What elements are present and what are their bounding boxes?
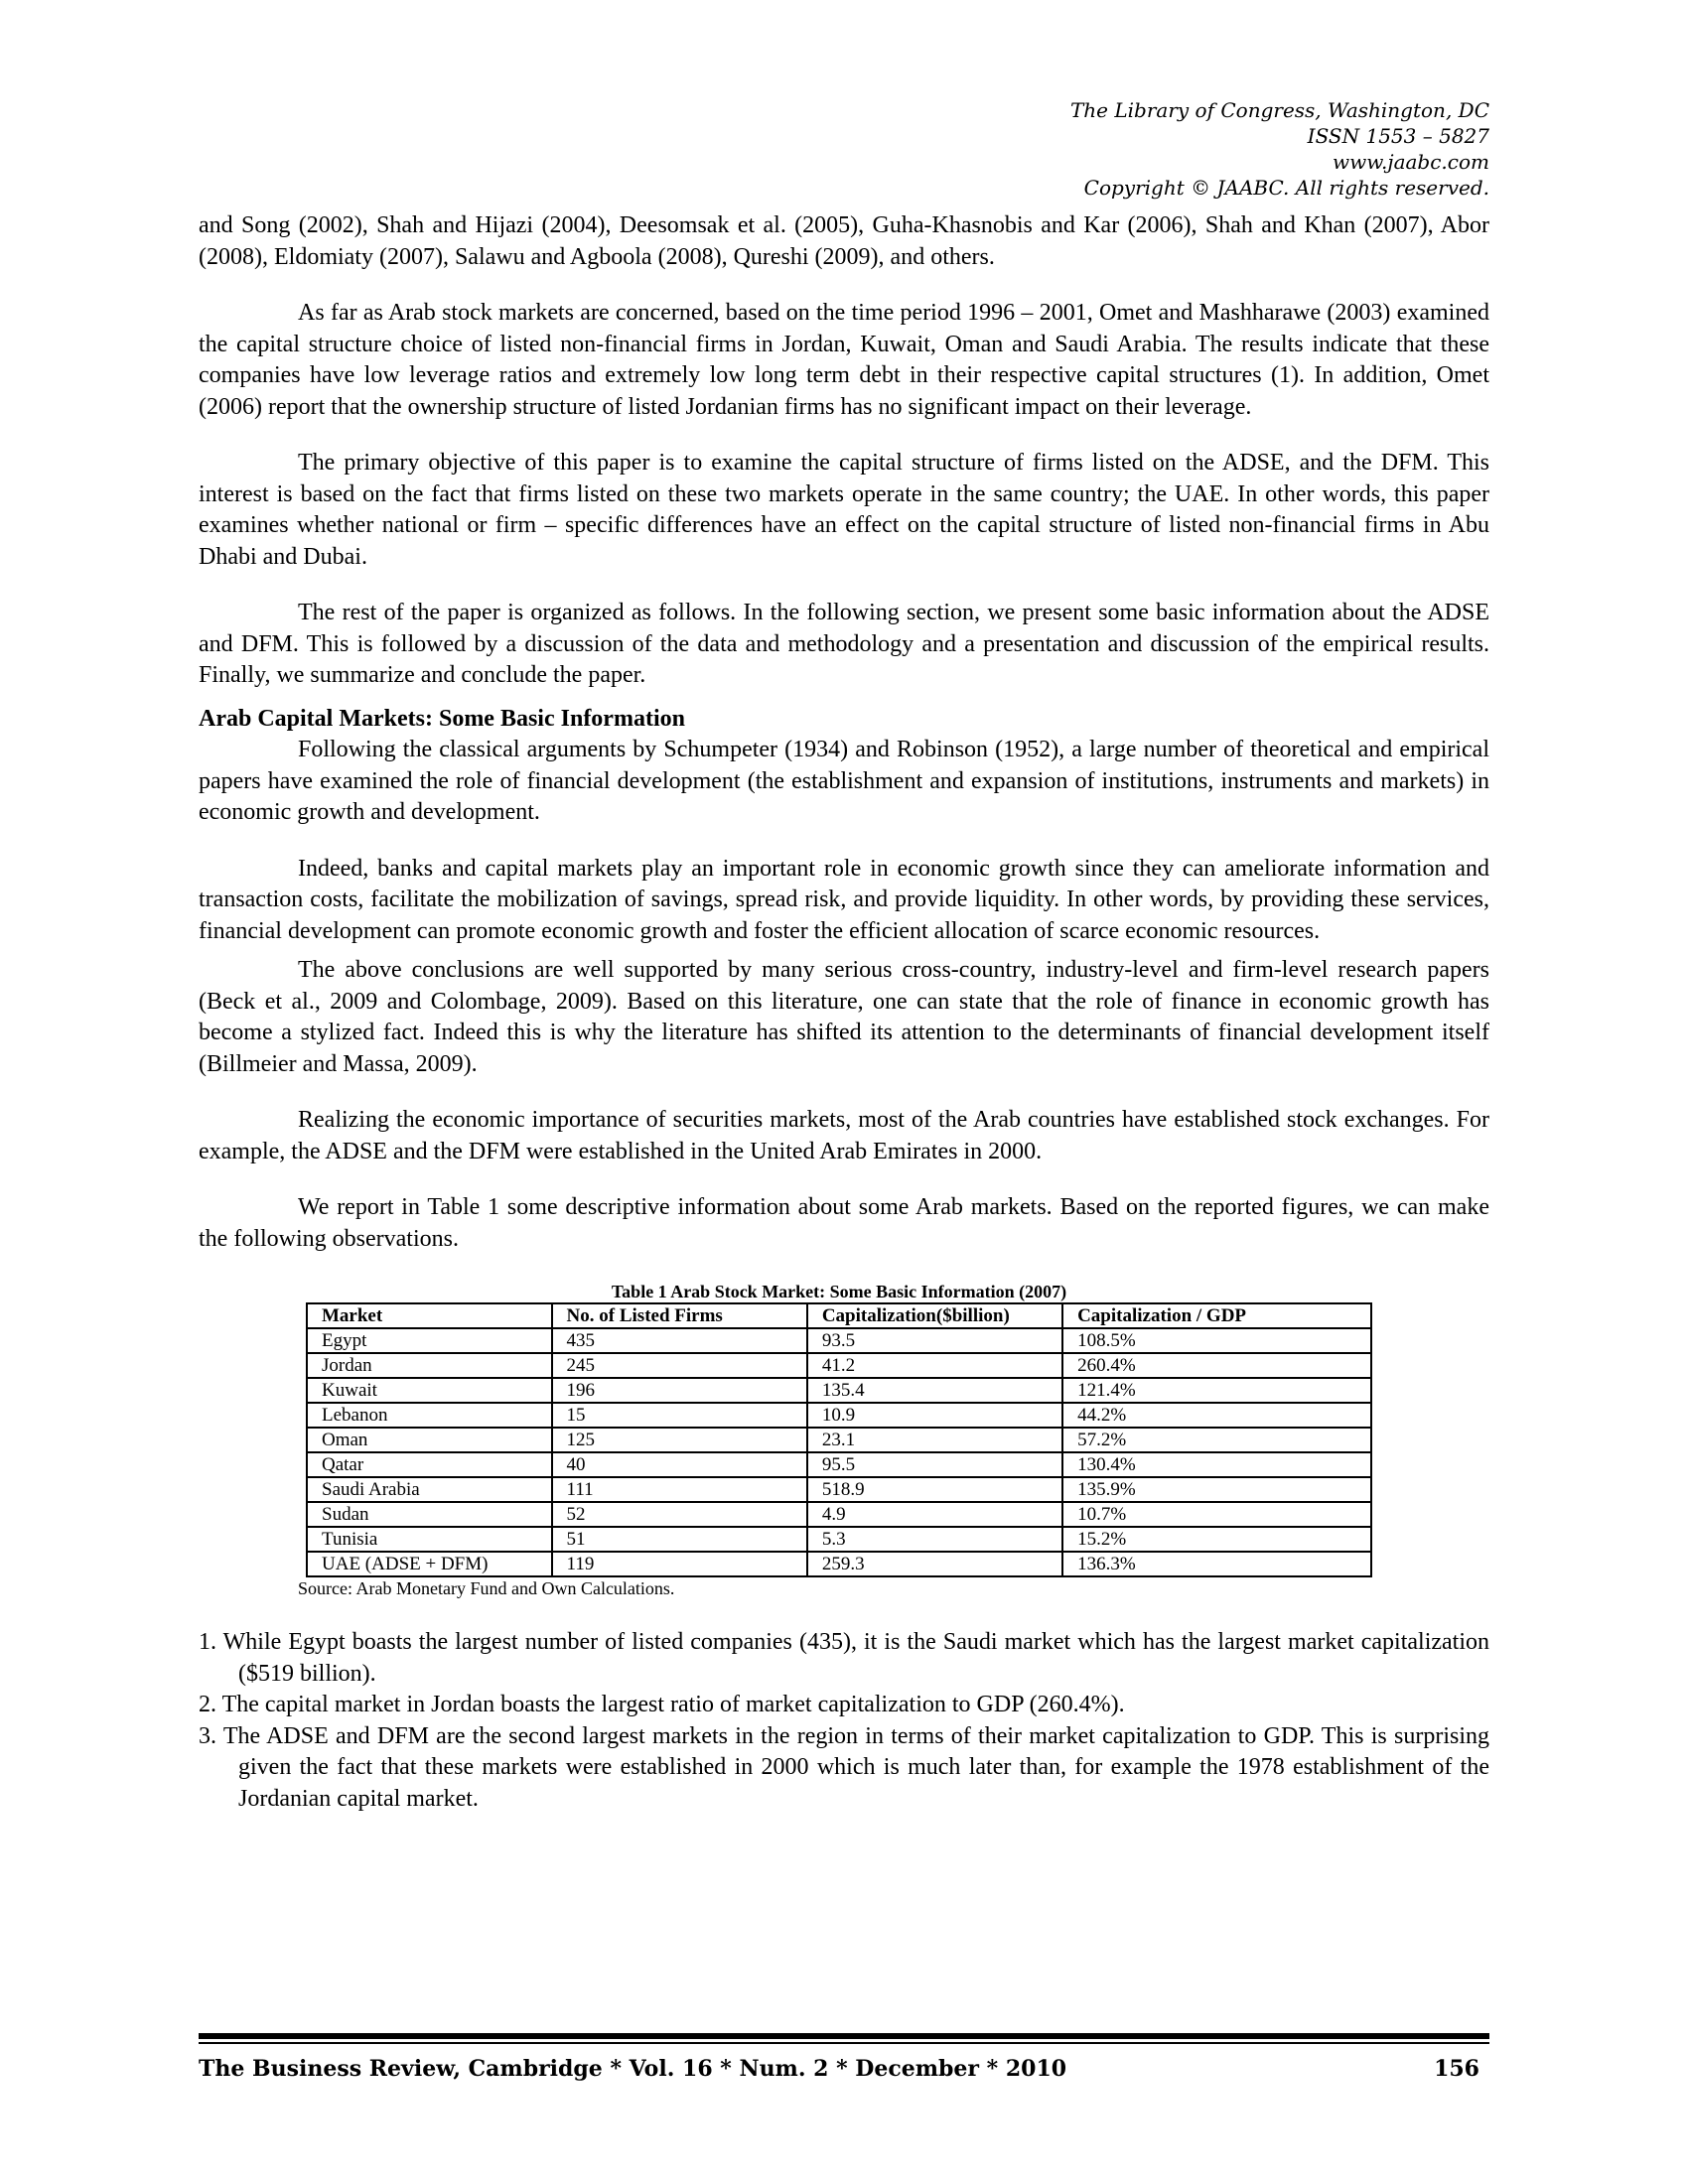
- section-heading: Arab Capital Markets: Some Basic Information: [199, 705, 685, 732]
- cell-cap-gdp: 108.5%: [1062, 1328, 1371, 1353]
- cell-listed-firms: 52: [552, 1502, 807, 1527]
- cell-capitalization: 23.1: [807, 1428, 1062, 1452]
- cell-market: Saudi Arabia: [307, 1477, 552, 1502]
- cell-market: Oman: [307, 1428, 552, 1452]
- cell-capitalization: 41.2: [807, 1353, 1062, 1378]
- footer-rule-thin: [199, 2042, 1489, 2044]
- paragraph-arab-markets: As far as Arab stock markets are concerned, based on the time period 1996 – 2001, Omet and Mashharawe (2003) examined the capital structure choice of listed non-financial firms in Jordan, Kuwait, Oman and Saudi Arabia. The results indicate that these companies have low leverage ratios and extremely low long term debt in their respective capital structures (1). In addition, Omet (2006) report that the ownership structure of listed Jordanian firms has no significant impact on their leverage.: [199, 300, 1489, 420]
- header-library-line: The Library of Congress, Washington, DC: [1069, 98, 1489, 122]
- column-header-cap-gdp: Capitalization / GDP: [1062, 1303, 1371, 1328]
- table-row: [307, 1403, 1371, 1428]
- cell-listed-firms: 125: [552, 1428, 807, 1452]
- cell-listed-firms: 119: [552, 1552, 807, 1576]
- cell-capitalization: 4.9: [807, 1502, 1062, 1527]
- observations-list: [199, 1627, 1489, 1815]
- cell-listed-firms: 435: [552, 1328, 807, 1353]
- table-1: [298, 1281, 1372, 1599]
- cell-capitalization: 93.5: [807, 1328, 1062, 1353]
- page-footer: [199, 2033, 1489, 2082]
- column-header-capitalization: Capitalization($billion): [807, 1303, 1062, 1328]
- header-copyright-line: Copyright © JAABC. All rights reserved.: [1083, 176, 1489, 200]
- cell-capitalization: 259.3: [807, 1552, 1062, 1576]
- table-row: [307, 1452, 1371, 1477]
- cell-cap-gdp: 15.2%: [1062, 1527, 1371, 1552]
- paragraph-securities-markets: Realizing the economic importance of securities markets, most of the Arab countries have established stock exchanges. For example, the ADSE and the DFM were established in the United Arab Emirates in 2000.: [199, 1107, 1489, 1164]
- list-item: 1. While Egypt boasts the largest number of listed companies (435), it is the Saudi market which has the largest market capitalization ($519 billion).: [199, 1629, 1489, 1687]
- table-row: [307, 1477, 1371, 1502]
- running-header: [993, 97, 1489, 201]
- table-row: [307, 1552, 1371, 1576]
- cell-cap-gdp: 121.4%: [1062, 1378, 1371, 1403]
- table-row: [307, 1428, 1371, 1452]
- cell-capitalization: 518.9: [807, 1477, 1062, 1502]
- cell-market: Lebanon: [307, 1403, 552, 1428]
- column-header-listed-firms: No. of Listed Firms: [552, 1303, 807, 1328]
- paragraph-continuation: and Song (2002), Shah and Hijazi (2004), Deesomsak et al. (2005), Guha-Khasnobis and Kar (2006), Shah and Khan (2007), Abor (2008), Eldomiaty (2007), Salawu and Agboola (2008), Qureshi (2009), and others.: [199, 212, 1489, 270]
- cell-listed-firms: 51: [552, 1527, 807, 1552]
- footer-journal-info: The Business Review, Cambridge * Vol. 16 * Num. 2 * December * 2010: [199, 2056, 1067, 2082]
- cell-market: Sudan: [307, 1502, 552, 1527]
- article-body: [199, 210, 1489, 1815]
- cell-market: Kuwait: [307, 1378, 552, 1403]
- footer-rule-thick: [199, 2033, 1489, 2039]
- cell-cap-gdp: 57.2%: [1062, 1428, 1371, 1452]
- cell-listed-firms: 111: [552, 1477, 807, 1502]
- cell-listed-firms: 15: [552, 1403, 807, 1428]
- table-row: [307, 1502, 1371, 1527]
- paragraph-banks-markets: Indeed, banks and capital markets play an important role in economic growth since they can ameliorate information and transaction costs, facilitate the mobilization of savings, spread risk, and provide liquidity. In other words, by providing these services, financial development can promote economic growth and foster the efficient allocation of scarce economic resources.: [199, 855, 1489, 944]
- header-issn-line: ISSN 1553 – 5827: [1307, 124, 1489, 148]
- cell-cap-gdp: 260.4%: [1062, 1353, 1371, 1378]
- cell-market: Tunisia: [307, 1527, 552, 1552]
- table-caption: Table 1 Arab Stock Market: Some Basic Information (2007): [611, 1282, 1067, 1301]
- list-item: 2. The capital market in Jordan boasts the largest ratio of market capitalization to GDP (260.4%).: [199, 1692, 1125, 1717]
- cell-listed-firms: 196: [552, 1378, 807, 1403]
- cell-capitalization: 10.9: [807, 1403, 1062, 1428]
- cell-capitalization: 95.5: [807, 1452, 1062, 1477]
- paragraph-objective: The primary objective of this paper is to examine the capital structure of firms listed on the ADSE, and the DFM. This interest is based on the fact that firms listed on these two markets operate in the same country; the UAE. In other words, this paper examines whether national or firm – specific differences have an effect on the capital structure of listed non-financial firms in Abu Dhabi and Dubai.: [199, 450, 1489, 570]
- cell-cap-gdp: 130.4%: [1062, 1452, 1371, 1477]
- header-website-line: www.jaabc.com: [1333, 150, 1489, 174]
- cell-cap-gdp: 135.9%: [1062, 1477, 1371, 1502]
- column-header-market: Market: [307, 1303, 552, 1328]
- cell-listed-firms: 245: [552, 1353, 807, 1378]
- cell-capitalization: 5.3: [807, 1527, 1062, 1552]
- journal-page: [199, 0, 1489, 2184]
- cell-capitalization: 135.4: [807, 1378, 1062, 1403]
- cell-cap-gdp: 136.3%: [1062, 1552, 1371, 1576]
- cell-market: Egypt: [307, 1328, 552, 1353]
- table-row: [307, 1378, 1371, 1403]
- data-table: [306, 1302, 1372, 1577]
- table-header-row: [307, 1303, 1371, 1328]
- table-row: [307, 1353, 1371, 1378]
- cell-market: Qatar: [307, 1452, 552, 1477]
- paragraph-organization: The rest of the paper is organized as follows. In the following section, we present some basic information about the ADSE and DFM. This is followed by a discussion of the data and methodology and a presentation and discussion of the empirical results. Finally, we summarize and conclude the paper.: [199, 600, 1489, 688]
- cell-cap-gdp: 44.2%: [1062, 1403, 1371, 1428]
- cell-listed-firms: 40: [552, 1452, 807, 1477]
- table-source-note: Source: Arab Monetary Fund and Own Calculations.: [298, 1578, 675, 1598]
- footer-row: [199, 2056, 1489, 2082]
- cell-cap-gdp: 10.7%: [1062, 1502, 1371, 1527]
- table-row: [307, 1328, 1371, 1353]
- paragraph-table-intro: We report in Table 1 some descriptive information about some Arab markets. Based on the reported figures, we can make the following observations.: [199, 1194, 1489, 1252]
- page-number: 156: [1434, 2056, 1479, 2082]
- list-item: 3. The ADSE and DFM are the second largest markets in the region in terms of their market capitalization to GDP. This is surprising given the fact that these markets were established in 2000 which is much later than, for example the 1978 establishment of the Jordanian capital market.: [199, 1722, 1489, 1812]
- cell-market: Jordan: [307, 1353, 552, 1378]
- paragraph-classical-arguments: Following the classical arguments by Schumpeter (1934) and Robinson (1952), a large number of theoretical and empirical papers have examined the role of financial development (the establishment and expansion of institutions, instruments and markets) in economic growth and development.: [199, 737, 1489, 825]
- cell-market: UAE (ADSE + DFM): [307, 1552, 552, 1576]
- table-row: [307, 1527, 1371, 1552]
- paragraph-conclusions: The above conclusions are well supported by many serious cross-country, industry-level and firm-level research papers (Beck et al., 2009 and Colombage, 2009). Based on this literature, one can state that the role of finance in economic growth has become a stylized fact. Indeed this is why the literature has shifted its attention to the determinants of financial development itself (Billmeier and Massa, 2009).: [199, 957, 1489, 1077]
